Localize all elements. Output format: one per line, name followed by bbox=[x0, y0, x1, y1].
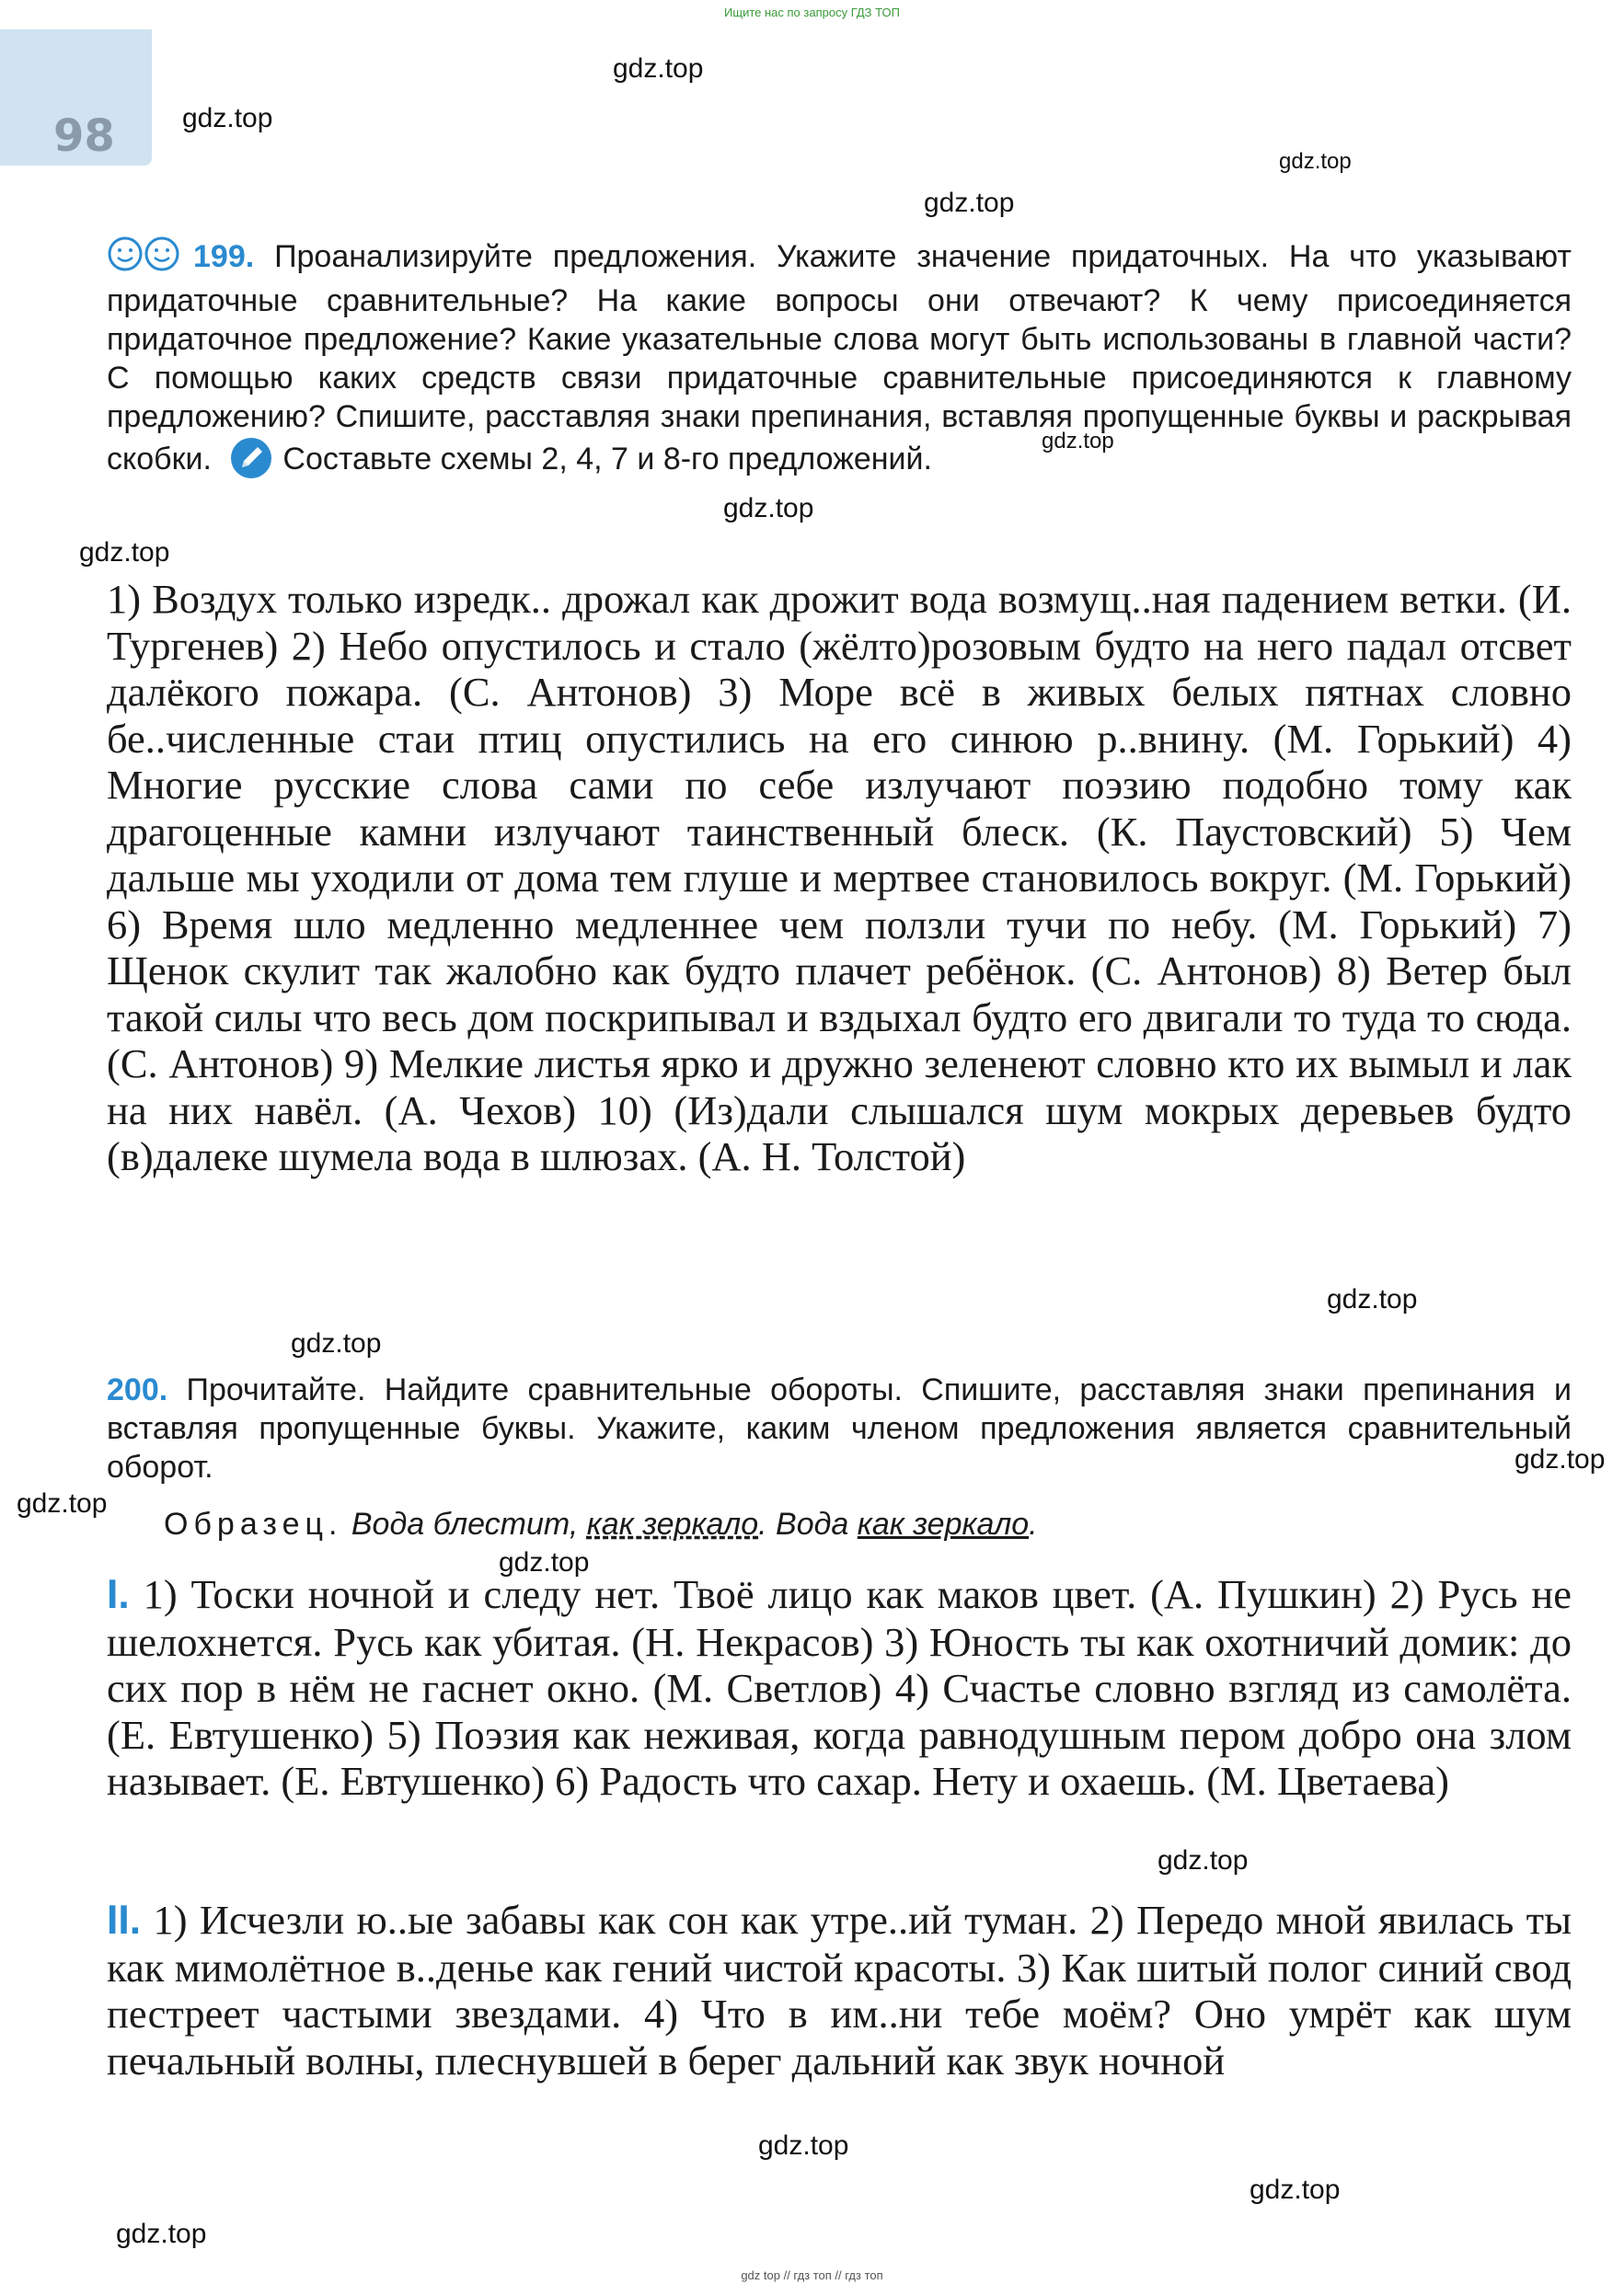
part-text: 1) Тоски ночной и следу нет. Твоё лицо как маков цвет. (А. Пушкин) 2) Русь не шелохнется. Русь как убитая. (Н. Некрасов) 3) Юность ты как охотничий домик: до сих пор в нём не гаснет окно. (М. Светлов) 4) Счастье словно взгляд из самолёта. (Е. Евтушенко) 5) Поэзия как неживая, когда равнодушным пером добро она злом называет. (Е. Евтушенко) 6) Радость что сахар. Нету и охаешь. (М. Цветаева) bbox=[107, 1571, 1572, 1804]
pair-work-icon bbox=[107, 235, 182, 281]
part-label: II. bbox=[107, 1898, 142, 1943]
part-label: I. bbox=[107, 1572, 130, 1617]
sample-text: Вода bbox=[776, 1507, 849, 1542]
exercise-200-part1 bbox=[107, 1571, 1572, 1805]
sample-text: Вода блестит, bbox=[351, 1507, 579, 1542]
watermark: gdz.top bbox=[499, 1547, 590, 1578]
sample-comparative: как зеркало bbox=[857, 1507, 1030, 1542]
watermark: gdz.top bbox=[758, 2130, 849, 2161]
watermark: gdz.top bbox=[1042, 429, 1114, 453]
sample-text: . bbox=[758, 1507, 767, 1542]
watermark: gdz.top bbox=[17, 1488, 108, 1519]
watermark: gdz.top bbox=[1327, 1284, 1418, 1314]
exercise-199-text: 1) Воздух только изредк.. дрожал как дрожит вода возмущ..ная падением ветки. (И. Тургенев) 2) Небо опустилось и стало (жёлто)розовым будто на него падал отсвет далёкого пожара. (С. Антонов) 3) Море всё в живых белых пятнах словно бе..численные стаи птиц опустились на его синюю р..внину. (М. Горький) 4) Многие русские слова сами по себе излучают поэзию подобно тому как драгоценные камни излучают таинственный блеск. (К. Паустовский) 5) Чем дальше мы уходили от дома тем глуше и мертвее становилось вокруг. (М. Горький) 6) Время шло медленно медленнее чем ползли тучи по небу. (М. Горький) 7) Щенок скулит так жалобно как будто плачет ребёнок. (С. Антонов) 8) Ветер был такой силы что весь дом поскрипывал и вздыхал будто его двигали то туда то сюда. (С. Антонов) 9) Мелкие листья ярко и дружно зеленеют словно кто их вымыл и лак на них навёл. (А. Чехов) 10) (Из)дали слышался шум мокрых деревьев будто (в)далеке шумела вода в шлюзах. (А. Н. Толстой) bbox=[107, 576, 1572, 1179]
task-text-schemes: Составьте схемы 2, 4, 7 и 8-го предложений. bbox=[282, 442, 932, 476]
exercise-200-part2 bbox=[107, 1897, 1572, 2084]
sample-label: Образец. bbox=[164, 1507, 343, 1542]
task-text: Прочитайте. Найдите сравнительные обороты. Спишите, расставляя знаки препинания и вставляя пропущенные буквы. Укажите, каким членом предложения является сравнительный оборот. bbox=[107, 1372, 1572, 1485]
part-text: 1) Исчезли ю..ые забавы как сон как утре..ий туман. 2) Передо мной явилась ты как мимолётное в..денье как гений чистой красоты. 3) Как шитый полог синий свод пестреет частыми звездами. 4) Что в им..ни тебе моём? Оно умрёт как шум печальный волны, плеснувшей в берег дальний как звук ночной bbox=[107, 1897, 1572, 2084]
watermark: gdz.top bbox=[291, 1328, 382, 1359]
watermark: gdz.top bbox=[1158, 1845, 1249, 1876]
footer-note: gdz top // гдз топ // гдз топ bbox=[741, 2268, 883, 2282]
sample-comparative: как зеркало bbox=[586, 1507, 759, 1542]
sample-line bbox=[164, 1505, 1599, 1544]
watermark: gdz.top bbox=[79, 537, 170, 568]
watermark: gdz.top bbox=[116, 2219, 207, 2249]
watermark: gdz.top bbox=[924, 188, 1015, 218]
task-number: 199. bbox=[193, 239, 255, 274]
page-number: 98 bbox=[53, 110, 115, 162]
task-200-instructions bbox=[107, 1371, 1572, 1487]
watermark: gdz.top bbox=[1279, 149, 1352, 174]
task-number: 200. bbox=[107, 1372, 168, 1407]
sample-text: . bbox=[1029, 1507, 1038, 1542]
task-text: Проанализируйте предложения. Укажите значение придаточных. На что указывают придаточные сравнительные? На какие вопросы они отвечают? К чему присоединяется придаточное предложение? Какие указательные слова могут быть использованы в главной части? С помощью каких средств связи придаточные сравнительные присоединяются к главному предложению? Спишите, расставляя знаки препинания, вставляя пропущенные буквы и раскрывая скобки. bbox=[107, 239, 1572, 476]
task-199-instructions bbox=[107, 235, 1572, 489]
watermark: gdz.top bbox=[723, 493, 814, 523]
header-note: Ищите нас по запросу ГДЗ ТОП bbox=[724, 6, 900, 19]
watermark: gdz.top bbox=[613, 53, 704, 84]
watermark: gdz.top bbox=[1515, 1444, 1606, 1475]
pencil-icon bbox=[229, 436, 273, 489]
watermark: gdz.top bbox=[182, 103, 273, 133]
watermark: gdz.top bbox=[1250, 2175, 1341, 2205]
